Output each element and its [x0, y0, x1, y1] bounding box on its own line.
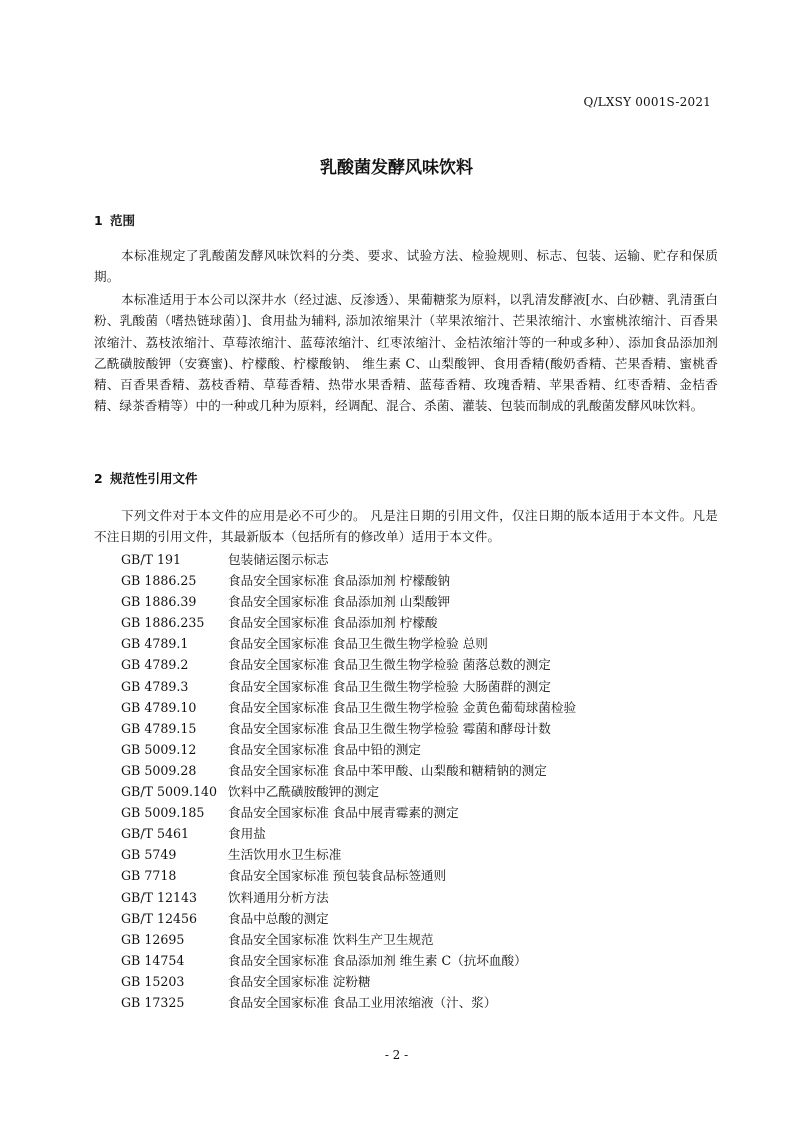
reference-code: GB 5009.28 [121, 762, 197, 778]
section-1-title: 范围 [110, 213, 136, 228]
reference-title: 食品安全国家标准 食品添加剂 柠檬酸 [228, 615, 438, 631]
reference-title: 食品安全国家标准 淀粉糖 [228, 973, 371, 989]
reference-title: 食品安全国家标准 食品卫生微生物学检验 菌落总数的测定 [228, 657, 551, 673]
reference-item [121, 865, 721, 886]
reference-item [121, 633, 721, 654]
reference-title: 食品安全国家标准 食品中展青霉素的测定 [228, 805, 459, 821]
reference-code: GB/T 191 [121, 552, 181, 567]
reference-item [121, 823, 721, 844]
reference-code: GB 1886.235 [121, 615, 205, 631]
reference-code: GB 4789.15 [121, 720, 197, 736]
reference-item [121, 950, 721, 971]
page-title: 乳酸菌发酵风味饮料 [320, 158, 473, 178]
reference-code: GB 17325 [121, 994, 185, 1010]
document-code: Q/LXSY 0001S-2021 [583, 95, 711, 109]
reference-title: 食品安全国家标准 食品卫生微生物学检验 霉菌和酵母计数 [228, 720, 551, 736]
reference-title: 食品安全国家标准 饮料生产卫生规范 [228, 931, 434, 947]
reference-item [121, 971, 721, 992]
reference-code: GB/T 5009.140 [121, 784, 218, 800]
reference-title: 生活饮用水卫生标准 [228, 847, 342, 863]
reference-title: 食品中总酸的测定 [228, 910, 329, 926]
reference-item [121, 549, 721, 570]
reference-title: 食品安全国家标准 预包装食品标签通则 [228, 868, 447, 884]
reference-item [121, 929, 721, 950]
reference-item [121, 591, 721, 612]
section-2-number: 2 [94, 471, 103, 486]
section-2-heading [94, 469, 198, 487]
reference-item [121, 739, 721, 760]
reference-item [121, 992, 721, 1013]
reference-title: 食品安全国家标准 食品卫生微生物学检验 总则 [228, 636, 488, 652]
references-intro: 下列文件对于本文件的应用是必不可少的。 凡是注日期的引用文件，仅注日期的版本适用于本文件。凡是不注日期的引用文件，其最新版本（包括所有的修改单）适用于本文件。 [94, 508, 718, 545]
reference-item [121, 718, 721, 739]
page-number: - 2 - [384, 1048, 409, 1062]
reference-item [121, 760, 721, 781]
reference-item [121, 654, 721, 675]
reference-code: GB 4789.10 [121, 699, 197, 715]
reference-code: GB/T 12456 [121, 910, 198, 926]
reference-code: GB/T 5461 [121, 826, 190, 842]
reference-title: 食品安全国家标准 食品中苯甲酸、山梨酸和糖精钠的测定 [228, 762, 547, 778]
scope-paragraph-1: 本标准规定了乳酸菌发酵风味饮料的分类、要求、试验方法、检验规则、标志、包装、运输、贮存和保质期。 [94, 248, 718, 285]
reference-title: 食品安全国家标准 食品工业用浓缩液（汁、浆） [228, 994, 497, 1010]
reference-title: 食品安全国家标准 食品卫生微生物学检验 大肠菌群的测定 [228, 678, 551, 694]
reference-item [121, 887, 721, 908]
reference-code: GB 14754 [121, 952, 185, 968]
reference-item [121, 908, 721, 929]
reference-title: 饮料通用分析方法 [228, 889, 329, 905]
section-2-title: 规范性引用文件 [110, 471, 198, 486]
reference-title: 食品安全国家标准 食品添加剂 柠檬酸钠 [228, 573, 451, 589]
reference-title: 食品安全国家标准 食品中铅的测定 [228, 741, 421, 757]
reference-title: 饮料中乙酰磺胺酸钾的测定 [228, 784, 380, 800]
reference-item [121, 844, 721, 865]
reference-code: GB 1886.39 [121, 594, 197, 610]
reference-code: GB 12695 [121, 931, 185, 947]
reference-code: GB 1886.25 [121, 573, 197, 589]
section-1-number: 1 [94, 213, 103, 228]
reference-code: GB 5009.12 [121, 741, 197, 757]
reference-item [121, 676, 721, 697]
reference-title: 食用盐 [228, 826, 266, 842]
reference-item [121, 570, 721, 591]
reference-title: 食品安全国家标准 食品添加剂 山梨酸钾 [228, 594, 451, 610]
reference-title: 食品安全国家标准 食品添加剂 维生素 C（抗坏血酸） [228, 952, 527, 968]
reference-item [121, 781, 721, 802]
reference-item [121, 612, 721, 633]
reference-code: GB 4789.2 [121, 657, 189, 673]
reference-list [121, 549, 721, 1013]
reference-code: GB 5749 [121, 847, 177, 863]
section-1-heading [94, 211, 135, 229]
reference-code: GB 5009.185 [121, 805, 205, 821]
scope-paragraph-2: 本标准适用于本公司以深井水（经过滤、反渗透）、果葡糖浆为原料，以乳清发酵液[水、白砂糖、乳清蛋白粉、乳酸菌（嗜热链球菌）]、食用盐为辅料, 添加浓缩果汁（苹果浓缩汁、芒果浓缩汁、水蜜桃浓缩汁、百香果浓缩汁、荔枝浓缩汁、草莓浓缩汁、蓝莓浓缩汁、红枣浓缩汁、金桔浓缩汁等的一种或多种）、添加食品添加剂乙酰磺胺酸钾（安赛蜜)、柠檬酸、柠檬酸钠、 维生素 C、山梨酸钾、食用香精(酸奶香精、芒果香精、蜜桃香精、百香果香精、荔枝香精、草莓香精、热带水果香精、蓝莓香精、玫瑰香精、苹果香精、红枣香精、金桔香精、绿茶香精等）中的一种或几种为原料，经调配、混合、杀菌、灌装、包装而制成的乳酸菌发酵风味饮料。 [94, 292, 718, 414]
reference-title: 食品安全国家标准 食品卫生微生物学检验 金黄色葡萄球菌检验 [228, 699, 577, 715]
reference-code: GB 4789.1 [121, 636, 189, 652]
reference-code: GB 15203 [121, 973, 185, 989]
reference-item [121, 802, 721, 823]
reference-item [121, 697, 721, 718]
reference-code: GB 7718 [121, 868, 177, 884]
reference-code: GB/T 12143 [121, 889, 198, 905]
reference-code: GB 4789.3 [121, 678, 189, 694]
reference-title: 包装储运图示标志 [228, 552, 329, 567]
